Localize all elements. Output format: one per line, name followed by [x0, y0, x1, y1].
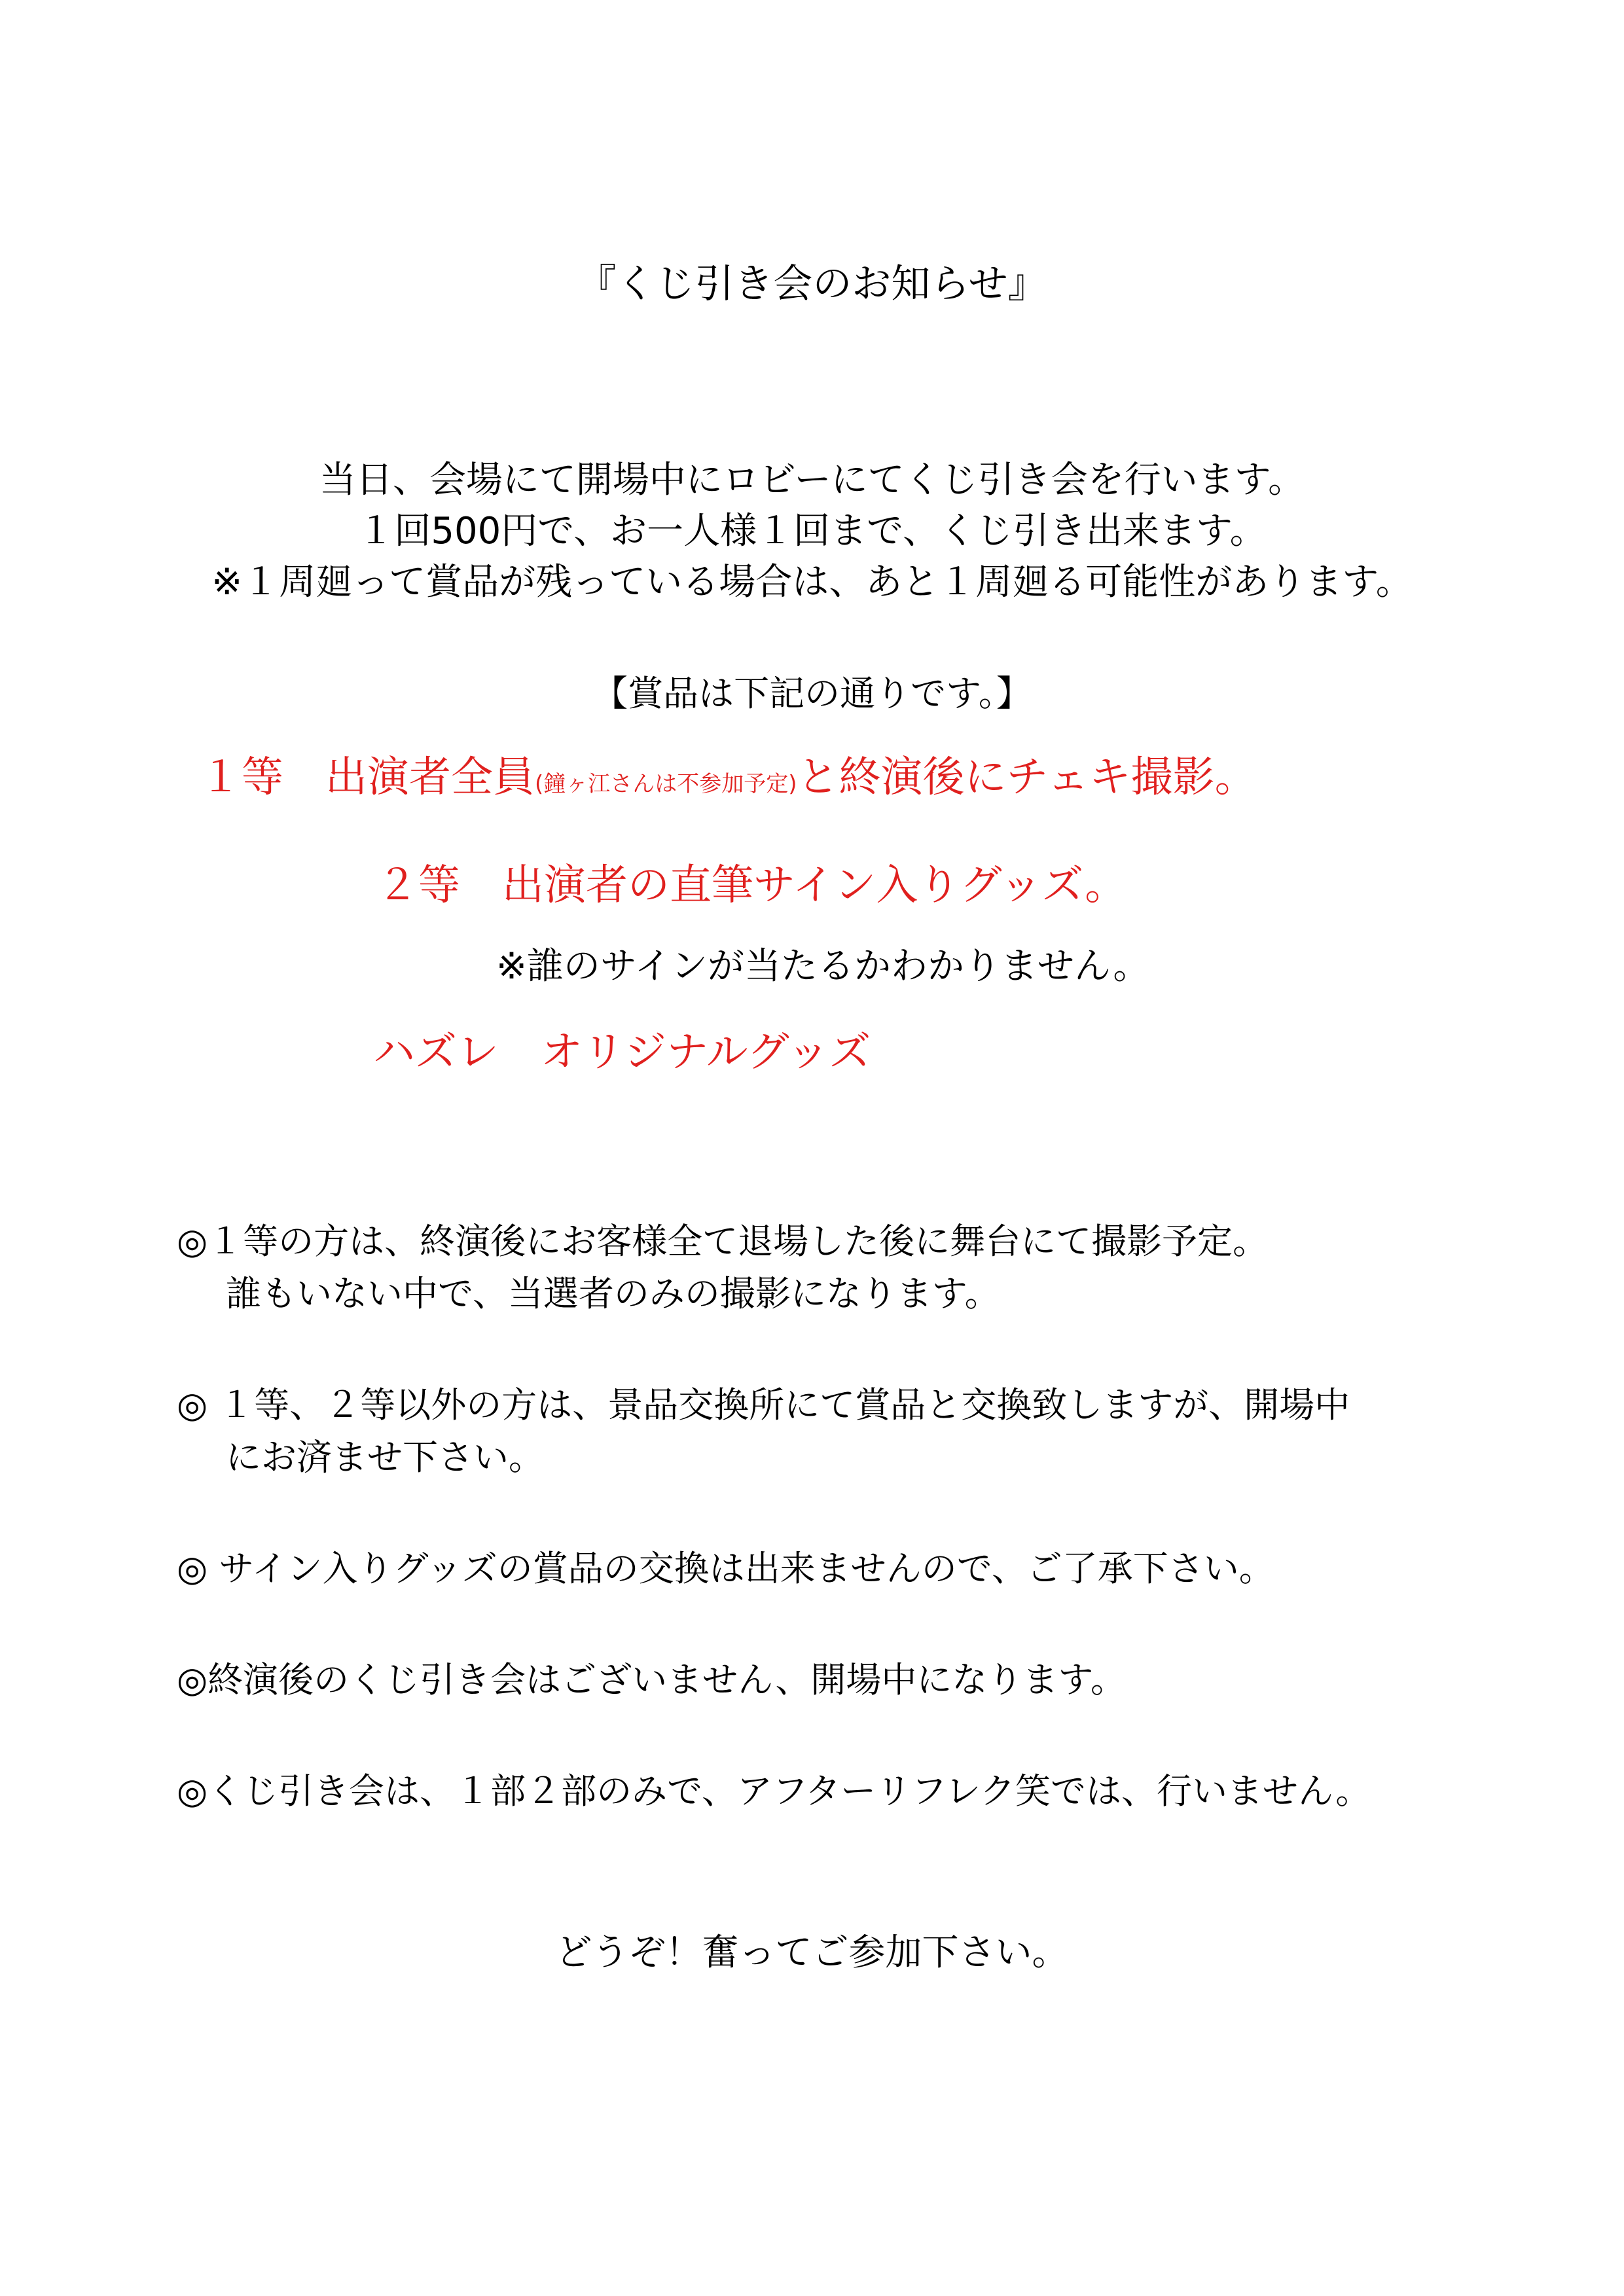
- miss-prize: [373, 1028, 871, 1078]
- first-prize-rank: １等: [200, 753, 283, 802]
- first-prize-text: 出演者全員: [325, 753, 535, 802]
- second-prize: [376, 861, 1127, 911]
- prizes-header: 【賞品は下記の通りです。】: [592, 673, 1032, 714]
- intro-line-3: ※１周廻って賞品が残っている場合は、あと１周廻る可能性があります。: [211, 561, 1413, 603]
- rule-1-cont: 誰もいない中で、当選者のみの撮影になります。: [226, 1273, 1000, 1314]
- second-prize-note: ※誰のサインが当たるかわかりません。: [496, 945, 1150, 988]
- miss-prize-rank: ハズレ: [373, 1028, 499, 1077]
- rule-4: ◎終演後のくじ引き会はございません、開場中になります。: [177, 1659, 1127, 1700]
- first-prize-note: (鐘ヶ江さんは不参加予定): [535, 771, 797, 797]
- intro-line-2: １回500円で、お一人様１回まで、くじ引き出来ます。: [357, 510, 1267, 552]
- page-title: 『くじ引き会のお知らせ』: [577, 261, 1047, 307]
- rule-1: ◎１等の方は、終演後にお客様全て退場した後に舞台にて撮影予定。: [177, 1221, 1269, 1262]
- first-prize-text-cont: と終演後にチェキ撮影。: [797, 753, 1257, 802]
- rule-2: ◎ １等、２等以外の方は、景品交換所にて賞品と交換致しますが、開場中: [177, 1384, 1350, 1426]
- rule-2-cont: にお済ませ下さい。: [226, 1437, 544, 1478]
- intro-line-1: 当日、会場にて開場中にロビーにてくじ引き会を行います。: [319, 459, 1305, 501]
- rule-5: ◎くじ引き会は、１部２部のみで、アフターリフレク笑では、行いません。: [177, 1770, 1371, 1812]
- first-prize: [200, 753, 1257, 803]
- second-prize-rank: ２等: [376, 861, 460, 910]
- closing-message: どうぞ！奮ってご参加下さい。: [555, 1931, 1069, 1974]
- rule-3: ◎ サイン入りグッズの賞品の交換は出来ませんので、ご了承下さい。: [177, 1548, 1274, 1589]
- second-prize-text: 出演者の直筆サイン入りグッズ。: [502, 861, 1127, 910]
- miss-prize-text: オリジナルグッズ: [541, 1028, 871, 1077]
